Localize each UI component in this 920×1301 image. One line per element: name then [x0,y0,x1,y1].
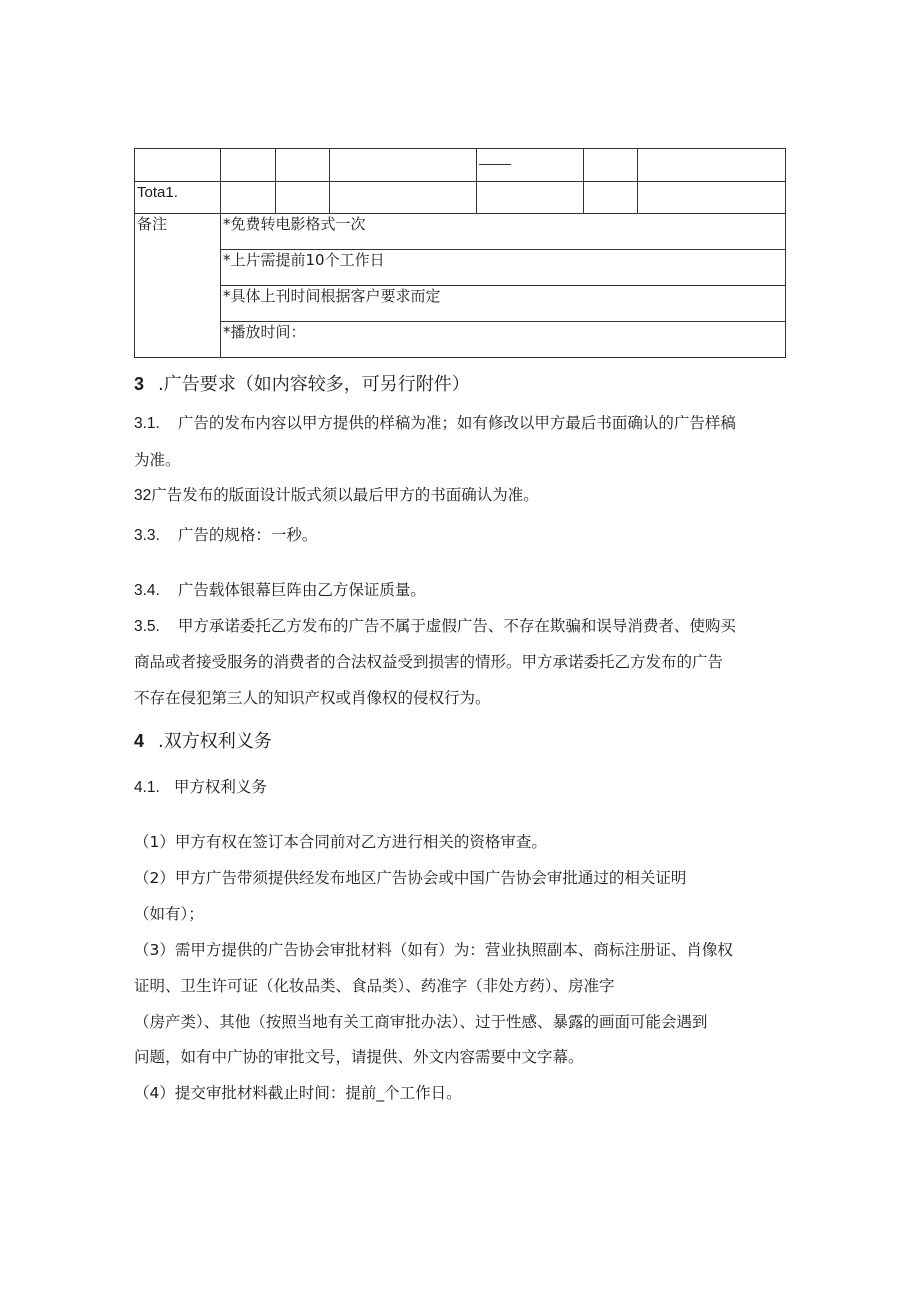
table-cell [330,182,477,214]
table-cell [584,149,638,182]
table-cell [221,182,276,214]
note-text: *上片需提前10个工作日 [223,251,385,269]
paragraph-line: 甲方承诺委托乙方发布的广告不属于虚假广告、不存在欺骗和误导消费者、使购买 [177,617,736,635]
paragraph-3-5 [134,616,736,637]
table-cell [221,149,276,182]
paragraph-line: 广告发布的版面设计版式须以最后甲方的书面确认为准。 [151,486,539,504]
item-number: 3.3. [134,527,160,544]
paragraph-3-4 [134,580,426,601]
list-line: 证明、卫生许可证（化妆品类、食品类）、药准字（非处方药）、房准字 [134,977,615,995]
note-cell [221,250,786,286]
list-line: （1）甲方有权在签订本合同前对乙方进行相关的资格审查。 [134,833,547,851]
table-cell [477,182,584,214]
table-cell [584,182,638,214]
paragraph-3-2 [134,485,539,506]
paragraph-line: 商品或者接受服务的消费者的合法权益受到损害的情形。甲方承诺委托乙方发布的广告 [134,653,724,671]
subsection-4-1 [134,777,267,798]
total-label-cell [135,182,221,214]
item-number: 3.4. [134,582,160,599]
table-row-total [135,182,786,214]
note-cell [221,322,786,358]
paragraph-3-3 [134,525,317,546]
section-3-title: .广告要求（如内容较多，可另行附件） [158,374,470,395]
table-cell [135,149,221,182]
paragraph-3-1 [134,413,736,434]
note-label: 备注 [137,215,168,233]
ad-schedule-table [134,148,786,358]
section-4-title: .双方权利义务 [158,731,272,752]
table-cell [330,149,477,182]
paragraph-line: 不存在侵犯第三人的知识产权或肖像权的侵权行为。 [134,689,491,707]
note-label-cell [135,214,221,358]
item-number: 3.5. [134,618,160,635]
table-cell [638,149,786,182]
note-cell [221,214,786,250]
table-cell [276,149,330,182]
dash-mark [479,164,511,165]
section-3-heading [134,374,470,395]
section-3-number: 3 [134,374,145,394]
item-number: 3.1. [134,415,160,432]
total-label: Tota1. [137,184,178,201]
table-row [135,149,786,182]
paragraph-line: 广告的规格：一秒。 [177,526,318,544]
paragraph-line: 为准。 [134,451,181,469]
note-text: *播放时间： [223,323,306,341]
section-4-number: 4 [134,731,145,751]
table-row-note [135,286,786,322]
note-text: *免费转电影格式一次 [223,215,366,233]
list-line: （房产类）、其他（按照当地有关工商审批办法）、过于性感、暴露的画面可能会遇到 [134,1013,708,1031]
table-cell [638,182,786,214]
note-text: *具体上刊时间根据客户要求而定 [223,287,441,305]
list-line: （3）需甲方提供的广告协会审批材料（如有）为：营业执照副本、商标注册证、肖像权 [134,941,733,959]
table-row-note [135,214,786,250]
note-cell [221,286,786,322]
list-line: （2）甲方广告带须提供经发布地区广告协会或中国广告协会审批通过的相关证明 [134,869,687,887]
paragraph-line: 广告的发布内容以甲方提供的样稿为准；如有修改以甲方最后书面确认的广告样稿 [177,414,736,432]
list-line: （如有）； [134,905,204,923]
table-row-note [135,322,786,358]
subsection-title: 甲方权利义务 [173,778,267,796]
list-line: 问题，如有中广协的审批文号，请提供、外文内容需要中文字幕。 [134,1048,584,1066]
item-number: 32 [134,487,152,504]
paragraph-line: 广告载体银幕巨阵由乙方保证质量。 [177,581,426,599]
item-number: 4.1. [134,779,160,796]
table-cell [477,149,584,182]
table-row-note [135,250,786,286]
list-line: （4）提交审批材料截止时间：提前_个工作日。 [134,1084,462,1102]
table-cell [276,182,330,214]
section-4-heading [134,731,272,752]
